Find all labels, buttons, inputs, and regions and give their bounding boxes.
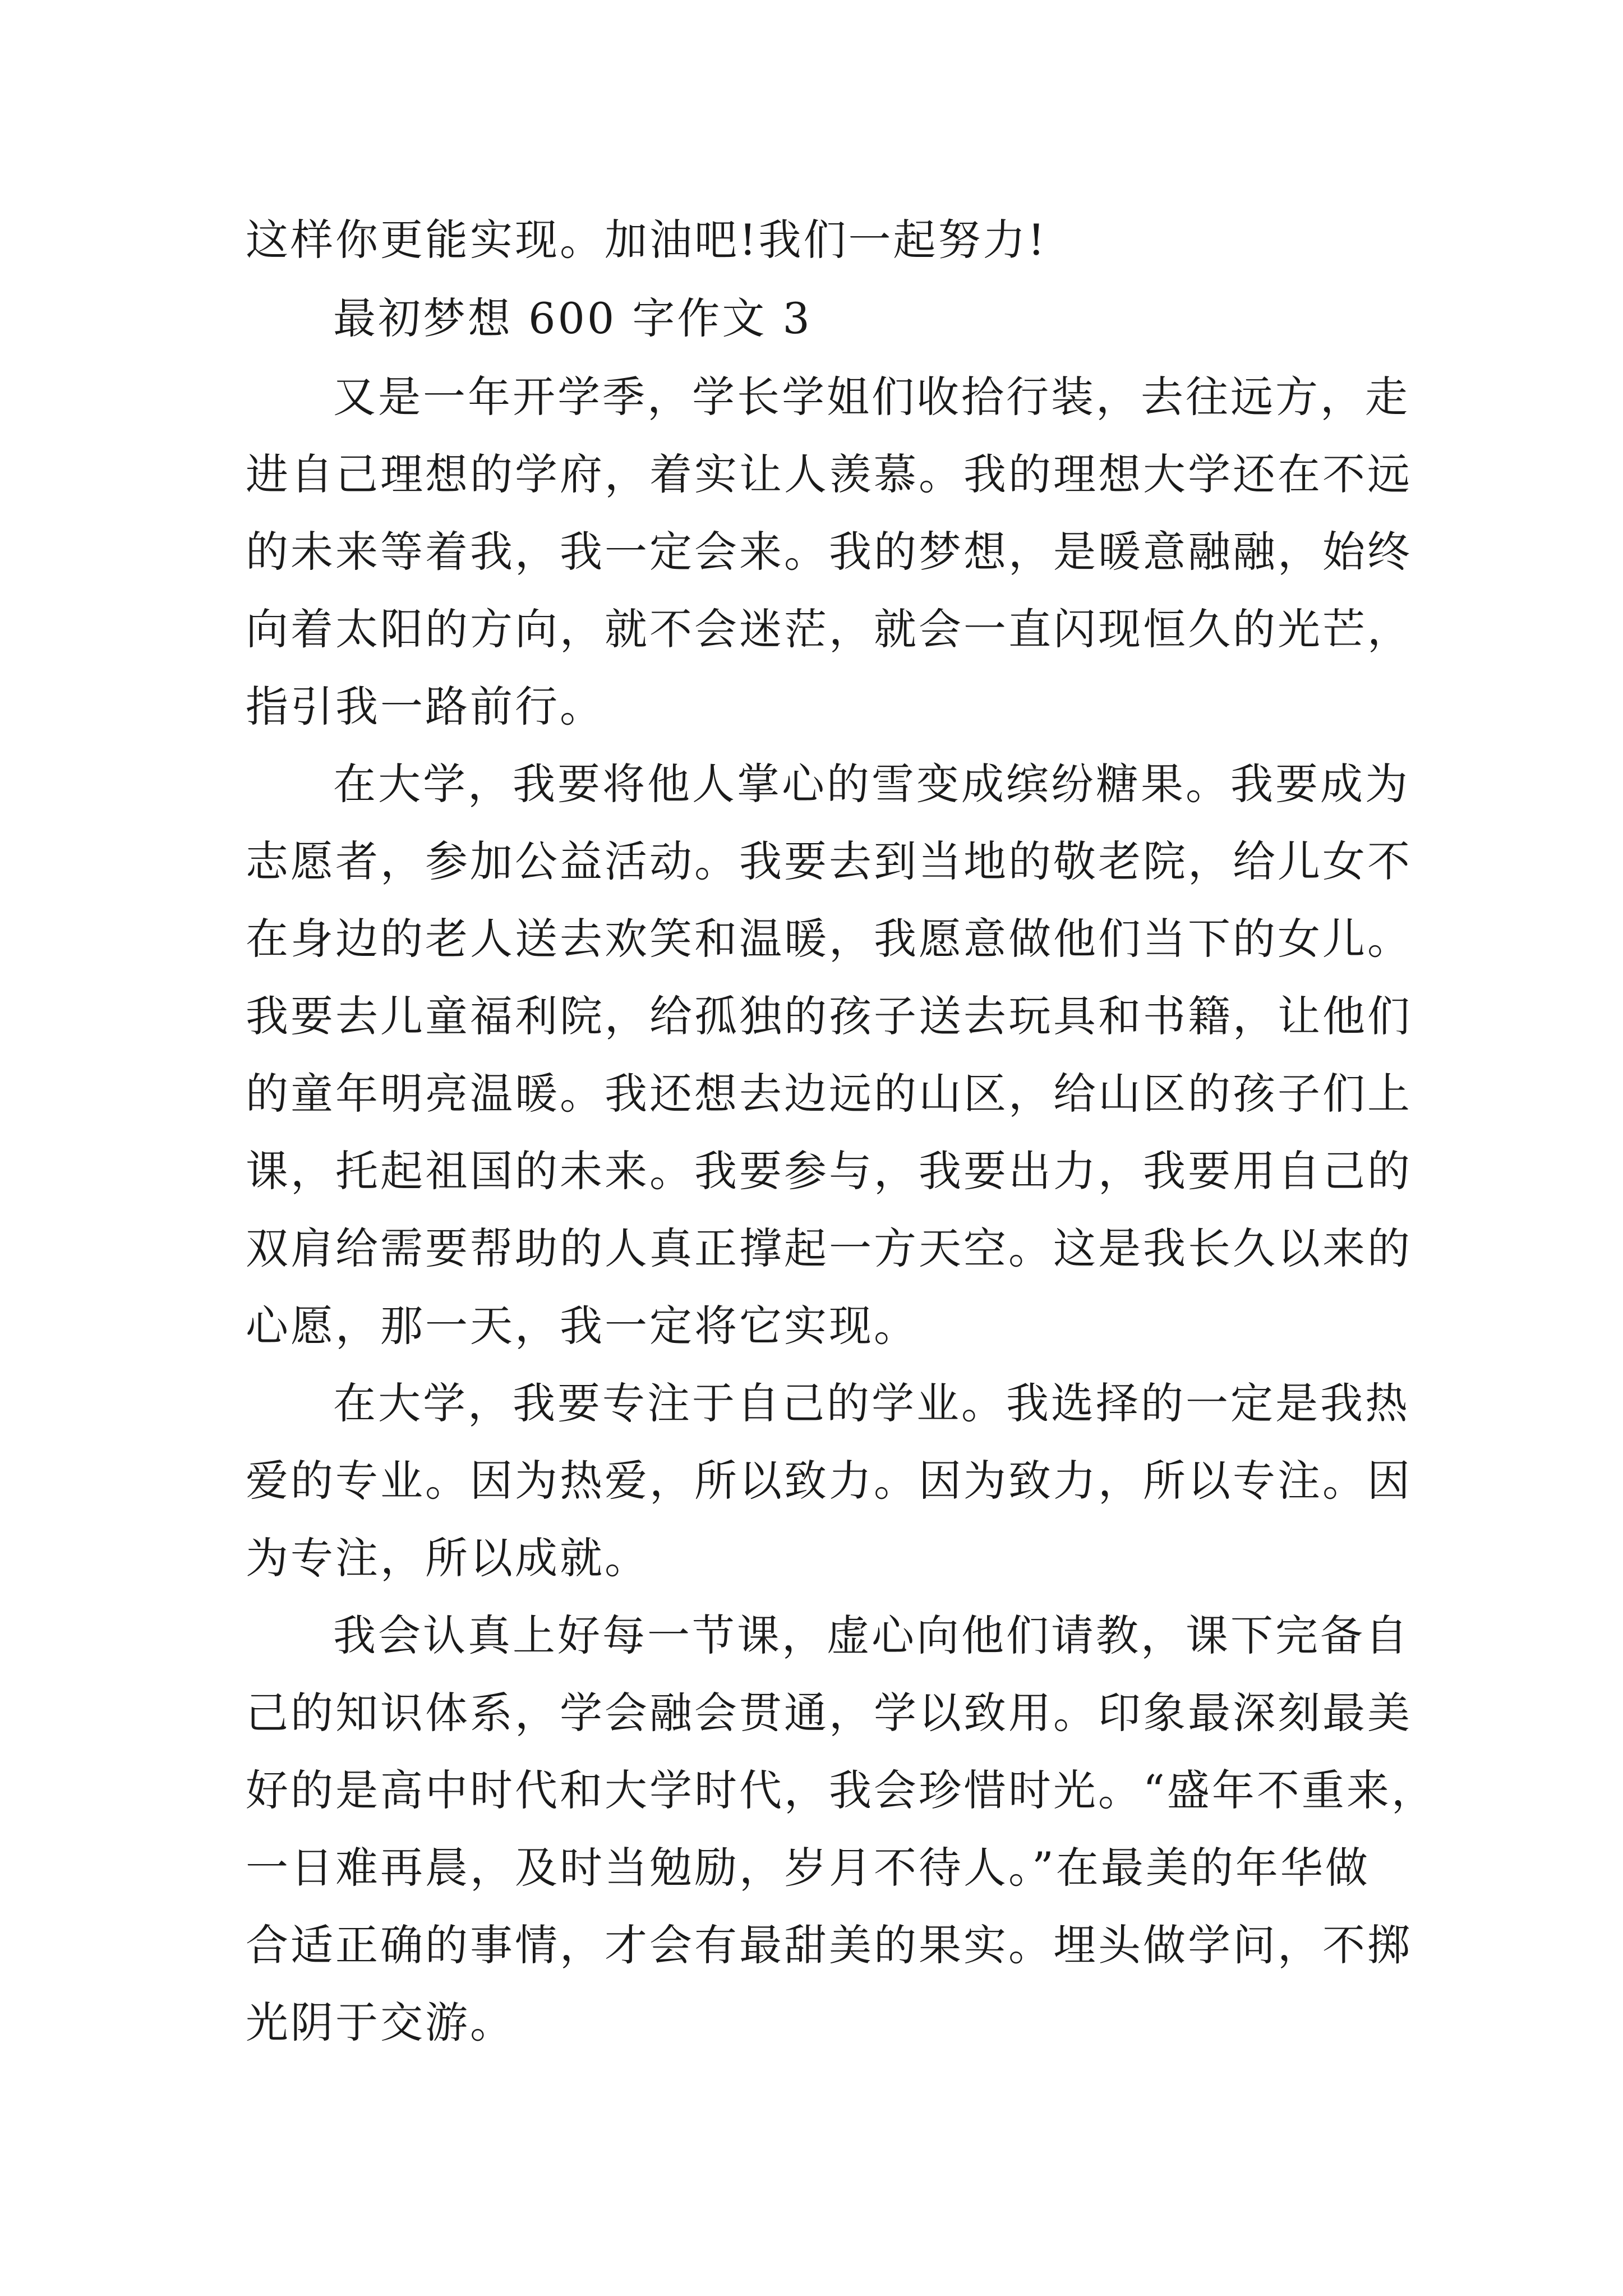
text-line: 一日难再晨，及时当勉励，岁月不待人。”在最美的年华做 — [246, 1843, 1370, 1893]
text-line: 心愿，那一天，我一定将它实现。 — [246, 1301, 919, 1351]
text-line: 光阴于交游。 — [246, 1998, 515, 2047]
text-line: 为专注，所以成就。 — [246, 1533, 649, 1583]
text-line: 我会认真上好每一节课，虚心向他们请教，课下完备自 — [333, 1611, 1410, 1660]
text-line: 双肩给需要帮助的人真正撑起一方天空。这是我长久以来的 — [246, 1223, 1412, 1273]
text-line: 己的知识体系，学会融会贯通，学以致用。印象最深刻最美 — [246, 1688, 1412, 1738]
section-heading: 最初梦想 600 字作文 3 — [333, 293, 812, 343]
text-line: 向着太阳的方向，就不会迷茫，就会一直闪现恒久的光芒， — [246, 604, 1412, 654]
text-line: 这样你更能实现。加油吧!我们一起努力! — [246, 215, 1048, 265]
text-line: 在身边的老人送去欢笑和温暖，我愿意做他们当下的女儿。 — [246, 914, 1412, 964]
text-line: 在大学，我要将他人掌心的雪变成缤纷糖果。我要成为 — [333, 759, 1410, 809]
text-line: 指引我一路前行。 — [246, 682, 605, 731]
text-line: 的未来等着我，我一定会来。我的梦想，是暖意融融，始终 — [246, 527, 1412, 577]
text-line: 好的是高中时代和大学时代，我会珍惜时光。“盛年不重来， — [246, 1765, 1436, 1815]
text-line: 我要去儿童福利院，给孤独的孩子送去玩具和书籍，让他们 — [246, 991, 1412, 1041]
text-line: 进自己理想的学府，着实让人羡慕。我的理想大学还在不远 — [246, 449, 1412, 499]
text-line: 又是一年开学季，学长学姐们收拾行装，去往远方，走 — [333, 372, 1410, 422]
text-line: 合适正确的事情，才会有最甜美的果实。埋头做学问，不掷 — [246, 1920, 1412, 1970]
text-line: 在大学，我要专注于自己的学业。我选择的一定是我热 — [333, 1378, 1410, 1428]
text-line: 的童年明亮温暖。我还想去边远的山区，给山区的孩子们上 — [246, 1069, 1412, 1119]
text-line: 课，托起祖国的未来。我要参与，我要出力，我要用自己的 — [246, 1146, 1412, 1196]
text-line: 志愿者，参加公益活动。我要去到当地的敬老院，给儿女不 — [246, 836, 1412, 886]
text-line: 爱的专业。因为热爱，所以致力。因为致力，所以专注。因 — [246, 1456, 1412, 1506]
